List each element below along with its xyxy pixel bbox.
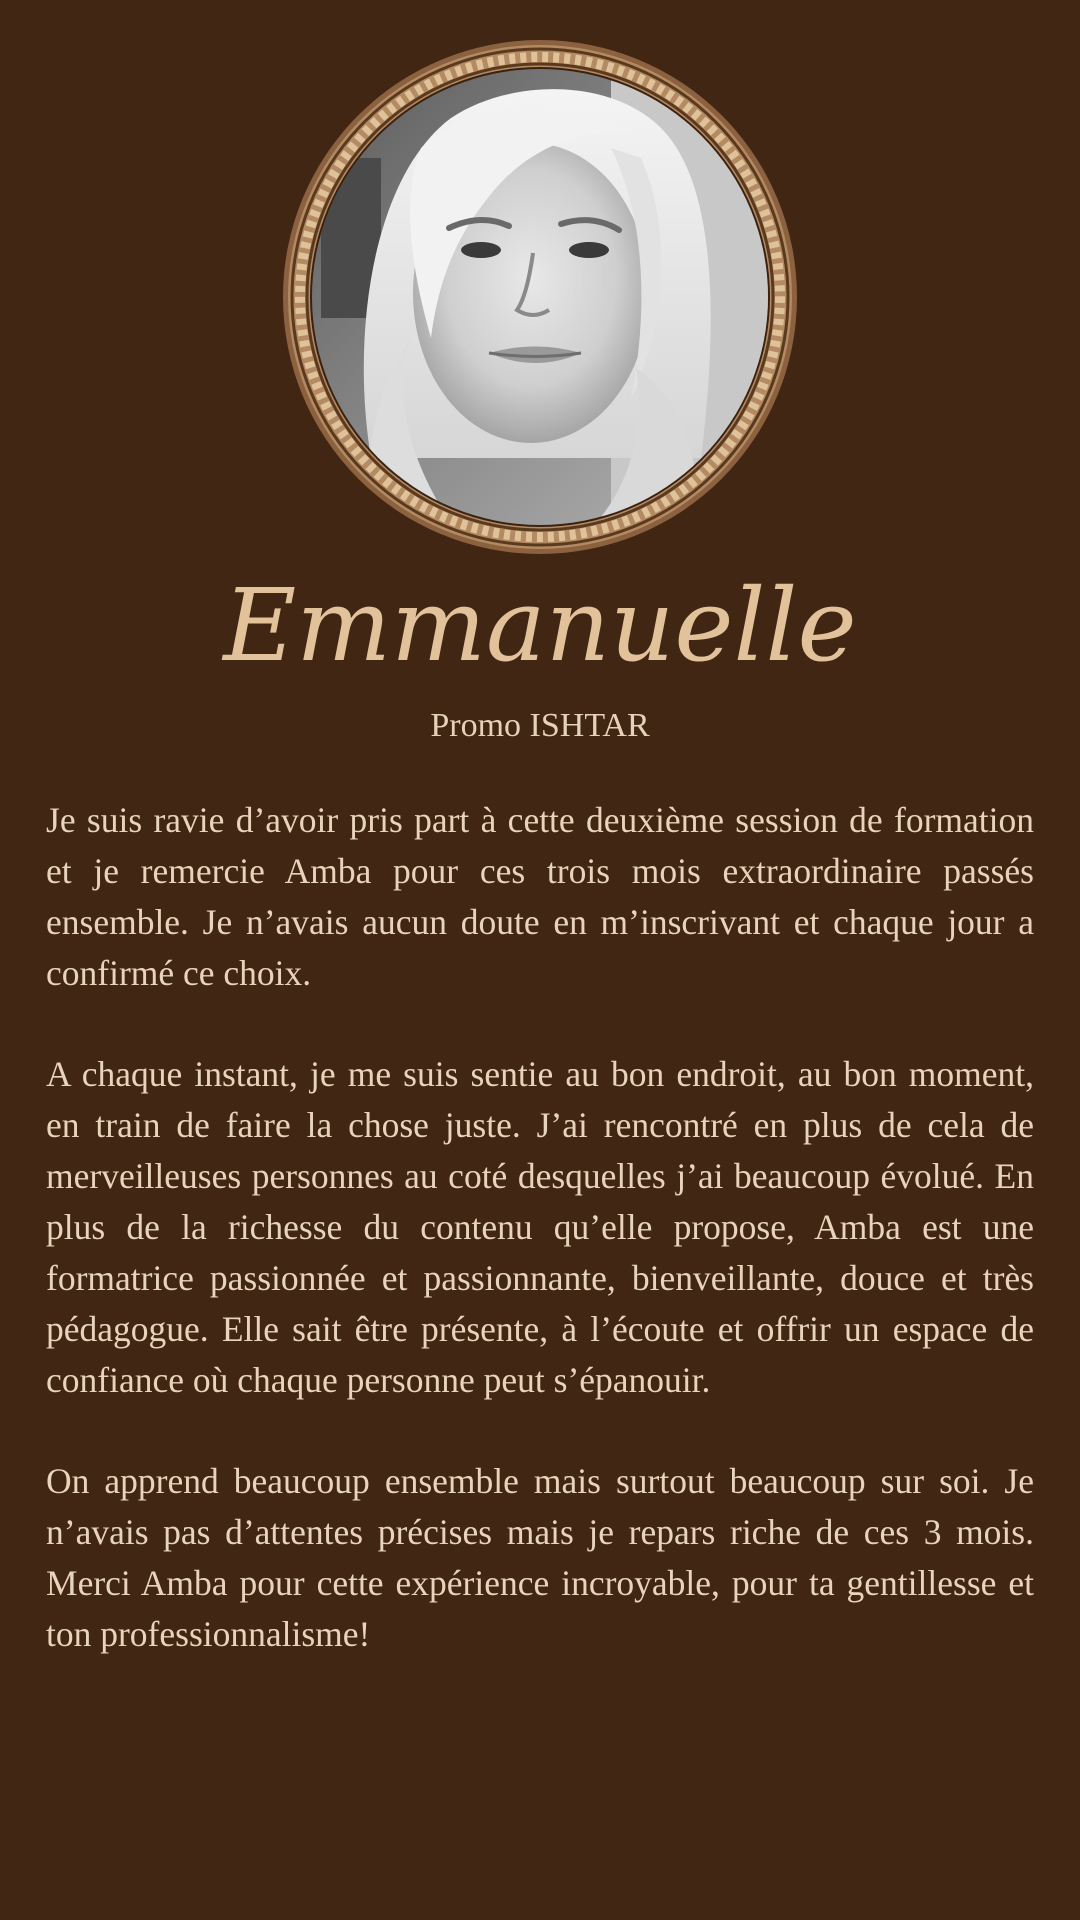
promo-label: Promo ISHTAR	[430, 707, 650, 744]
testimonial-text	[46, 795, 1034, 1710]
person-name: Emmanuelle	[223, 567, 857, 684]
testimonial-paragraph: A chaque instant, je me suis sentie au bon endroit, au bon moment, en train de faire la chose juste. J’ai rencontré en plus de cela de merveilleuses personnes au coté desquelles j’ai beaucoup évolué. En plus de la richesse du contenu qu’elle propose, Amba est une formatrice passionnée et passionnante, bienveillante, douce et très pédagogue. Elle sait être présente, à l’écoute et offrir un espace de confiance où chaque personne peut s’épanouir.	[46, 1054, 1034, 1400]
testimonial-paragraph: Je suis ravie d’avoir pris part à cette deuxième session de formation et je remercie Amba pour ces trois mois extraordinaire passés ensemble. Je n’avais aucun doute en m’inscrivant et chaque jour a confirmé ce choix.	[46, 800, 1034, 993]
profile-portrait-frame	[281, 38, 799, 556]
testimonial-paragraph: On apprend beaucoup ensemble mais surtout beaucoup sur soi. Je n’avais pas d’attentes précises mais je repars riche de ces 3 mois. Merci Amba pour cette expérience incroyable, pour ta gentillesse et ton professionnalisme!	[46, 1461, 1034, 1654]
portrait-photo	[281, 38, 799, 556]
